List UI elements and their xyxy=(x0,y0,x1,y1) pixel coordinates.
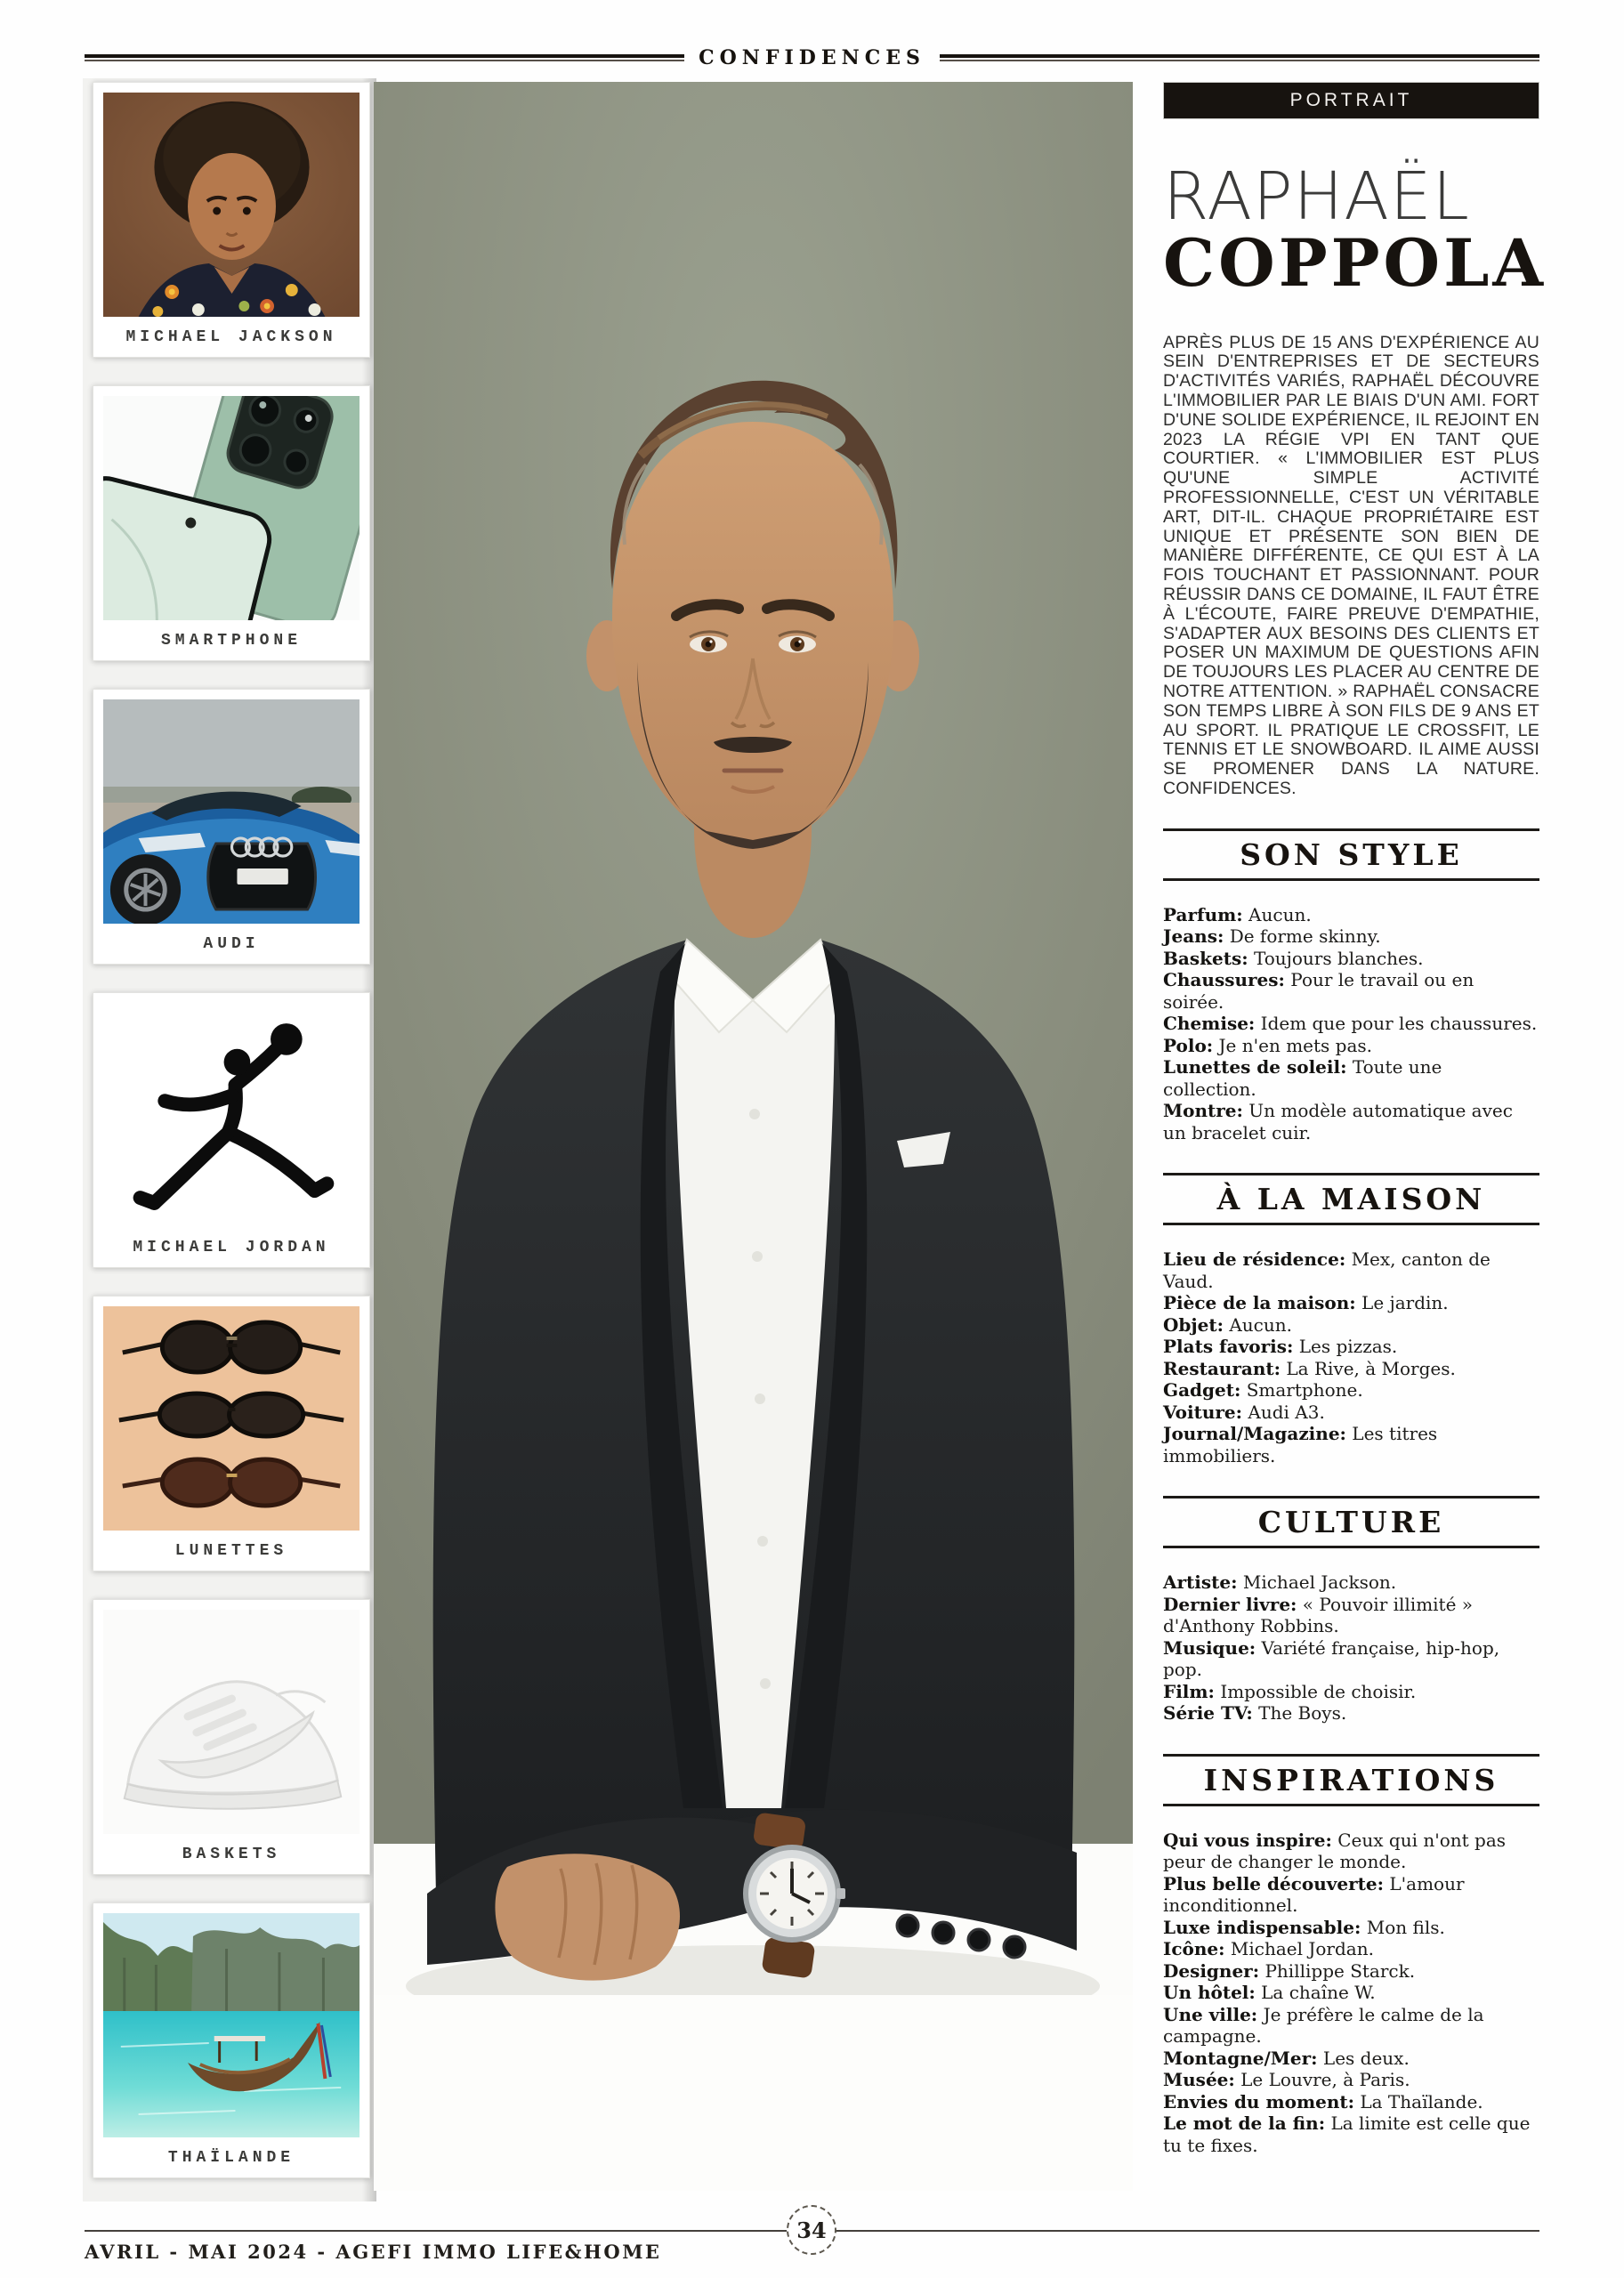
entry-label: Objet: xyxy=(1163,1313,1224,1336)
entry-value: Aucun. xyxy=(1229,1313,1293,1336)
entry-objet xyxy=(1163,1314,1539,1337)
entry-value: La Rive, à Morges. xyxy=(1286,1357,1456,1379)
entry-value: Idem que pour les chaussures. xyxy=(1260,1013,1538,1035)
entry-label: Envies du moment: xyxy=(1163,2090,1354,2112)
entry-le-mot-de-la-fin xyxy=(1163,2112,1539,2156)
polaroid-michael-jordan xyxy=(93,992,370,1268)
entry-value: Variété française, hip-hop, pop. xyxy=(1163,1636,1500,1681)
entry-icone xyxy=(1163,1938,1539,1960)
polaroid-caption: BASKETS xyxy=(182,1845,281,1863)
entry-luxe-indispensable xyxy=(1163,1917,1539,1939)
entry-value: Un modèle automatique avec un bracelet cuir. xyxy=(1163,1100,1513,1143)
audi-car-photo xyxy=(103,699,360,924)
entry-label: Musée: xyxy=(1163,2069,1235,2091)
entry-label: Baskets: xyxy=(1163,947,1248,969)
entry-film xyxy=(1163,1681,1539,1703)
entry-qui-vous-inspire xyxy=(1163,1830,1539,1873)
sidebar-polaroids xyxy=(93,82,370,2178)
entry-value: Michael Jordan. xyxy=(1230,1938,1374,1960)
entry-chaussures xyxy=(1163,969,1539,1013)
article-title-firstname: RAPHAËL xyxy=(1163,158,1470,235)
entry-label: Série TV: xyxy=(1163,1702,1253,1725)
polaroid-caption: AUDI xyxy=(203,934,260,953)
section-a-la-maison xyxy=(1163,1173,1539,1466)
masthead-rule-right xyxy=(940,54,1539,62)
entry-artiste xyxy=(1163,1571,1539,1594)
entry-value: Les titres immobiliers. xyxy=(1163,1423,1438,1466)
entry-label: Plus belle découverte: xyxy=(1163,1872,1384,1894)
entry-parfum xyxy=(1163,904,1539,926)
masthead-rule-left xyxy=(85,54,684,62)
polaroid-baskets xyxy=(93,1599,370,1875)
entry-musee xyxy=(1163,2069,1539,2091)
sunglasses-photo xyxy=(103,1306,360,1531)
entry-value: Pour le travail ou en soirée. xyxy=(1163,969,1475,1013)
entry-value: Michael Jackson. xyxy=(1242,1571,1397,1594)
section-title: INSPIRATIONS xyxy=(1163,1754,1539,1806)
entry-value: Smartphone. xyxy=(1246,1379,1363,1402)
article-intro: APRÈS PLUS DE 15 ANS D'EXPÉRIENCE AU SEIN D'ENTREPRISES ET DE SECTEURS D'ACTIVITÉS VARIÉS, RAPHAËL DÉCOUVRE L'IMMOBILIER PAR LE BIAIS D'UN AMI. FORT D'UNE SOLIDE EXPÉRIENCE, IL REJOINT EN 2023 LA RÉGIE VPI EN TANT QUE COURTIER. « L'IMMOBILIER EST PLUS QU'UNE SIMPLE ACTIVITÉ PROFESSIONNELLE, C'EST UN VÉRITABLE ART, DIT-IL. CHAQUE PROPRIÉTAIRE EST UNIQUE ET PRÉSENTE SON BIEN DE MANIÈRE DIFFÉRENTE, CE QUI EST À LA FOIS TOUCHANT ET PASSIONNANT. POUR RÉUSSIR DANS CE DOMAINE, IL FAUT ÊTRE À L'ÉCOUTE, FAIRE PREUVE D'EMPATHIE, S'ADAPTER AUX BESOINS DES CLIENTS ET POSER UN MAXIMUM DE QUESTIONS AFIN DE TOUJOURS LES PLACER AU CENTRE DE NOTRE ATTENTION. » RAPHAËL CONSACRE SON TEMPS LIBRE À SON FILS DE 9 ANS ET AU SPORT. IL PRATIQUE LE CROSSFIT, LE TENNIS ET LE SNOWBOARD. IL AIME AUSSI SE PROMENER DANS LA NATURE. CONFIDENCES. xyxy=(1163,332,1539,798)
entry-musique xyxy=(1163,1637,1539,1681)
thailand-beach-photo xyxy=(103,1913,360,2137)
entry-label: Icône: xyxy=(1163,1938,1225,1960)
entry-label: Parfum: xyxy=(1163,903,1243,925)
entry-value: Ceux qui n'ont pas peur de changer le monde. xyxy=(1163,1829,1507,1873)
section-entries xyxy=(1163,1571,1539,1725)
entry-value: Phillippe Starck. xyxy=(1264,1959,1416,1982)
entry-baskets xyxy=(1163,948,1539,970)
entry-value: La limite est celle que tu te fixes. xyxy=(1163,2112,1531,2156)
entry-value: Mon fils. xyxy=(1366,1916,1445,1938)
polaroid-caption: SMARTPHONE xyxy=(160,631,303,650)
entry-value: Les deux. xyxy=(1322,2047,1410,2069)
entry-restaurant xyxy=(1163,1358,1539,1380)
entry-label: Restaurant: xyxy=(1163,1357,1281,1379)
entry-label: Voiture: xyxy=(1163,1401,1243,1423)
polaroid-caption: MICHAEL JACKSON xyxy=(125,327,337,346)
entry-label: Luxe indispensable: xyxy=(1163,1916,1361,1938)
white-sneaker-photo xyxy=(103,1610,360,1834)
portrait-kicker-badge: PORTRAIT xyxy=(1163,82,1539,119)
entry-lieu-de-residence xyxy=(1163,1248,1539,1292)
entry-serie-tv xyxy=(1163,1702,1539,1725)
polaroid-lunettes xyxy=(93,1296,370,1571)
entry-label: Lunettes de soleil: xyxy=(1163,1056,1347,1078)
entry-designer xyxy=(1163,1960,1539,1983)
polaroid-thailande xyxy=(93,1902,370,2178)
entry-value: Je préfère le calme de la campagne. xyxy=(1163,2003,1484,2048)
entry-envies-du-moment xyxy=(1163,2091,1539,2113)
section-entries xyxy=(1163,1248,1539,1466)
entry-label: Designer: xyxy=(1163,1959,1260,1982)
entry-label: Montagne/Mer: xyxy=(1163,2047,1318,2069)
entry-polo xyxy=(1163,1035,1539,1057)
polaroid-audi xyxy=(93,689,370,965)
entry-montagne-mer xyxy=(1163,2048,1539,2070)
entry-label: Dernier livre: xyxy=(1163,1593,1297,1615)
masthead xyxy=(85,46,1539,69)
entry-un-hotel xyxy=(1163,1982,1539,2004)
entry-voiture xyxy=(1163,1402,1539,1424)
section-culture xyxy=(1163,1496,1539,1725)
entry-label: Polo: xyxy=(1163,1034,1214,1056)
article-title-lastname: COPPOLA xyxy=(1163,225,1547,302)
entry-label: Montre: xyxy=(1163,1100,1243,1122)
entry-label: Plats favoris: xyxy=(1163,1336,1294,1358)
entry-label: Pièce de la maison: xyxy=(1163,1292,1356,1314)
entry-label: Une ville: xyxy=(1163,2003,1258,2025)
entry-value: Toujours blanches. xyxy=(1253,947,1424,969)
section-son-style xyxy=(1163,828,1539,1144)
entry-piece-de-la-maison xyxy=(1163,1292,1539,1314)
section-title: CULTURE xyxy=(1163,1496,1539,1548)
entry-label: Journal/Magazine: xyxy=(1163,1423,1346,1445)
entry-value: La chaîne W. xyxy=(1261,1982,1376,2004)
entry-dernier-livre xyxy=(1163,1594,1539,1637)
jumpman-logo xyxy=(103,1003,360,1227)
polaroid-caption: THAÏLANDE xyxy=(167,2148,295,2167)
entry-label: Le mot de la fin: xyxy=(1163,2112,1326,2135)
polaroid-smartphone xyxy=(93,385,370,661)
section-entries xyxy=(1163,1830,1539,2157)
polaroid-caption: LUNETTES xyxy=(174,1541,288,1560)
entry-value: Le jardin. xyxy=(1361,1292,1449,1314)
entry-label: Chemise: xyxy=(1163,1013,1256,1035)
entry-jeans xyxy=(1163,925,1539,948)
entry-value: Aucun. xyxy=(1248,903,1312,925)
entry-montre xyxy=(1163,1100,1539,1143)
entry-value: Toute une collection. xyxy=(1163,1056,1442,1100)
page-number-badge xyxy=(787,2205,836,2255)
entry-une-ville xyxy=(1163,2004,1539,2048)
entry-value: « Pouvoir illimité » d'Anthony Robbins. xyxy=(1163,1593,1474,1637)
entry-value: De forme skinny. xyxy=(1229,925,1381,948)
article-column xyxy=(1163,82,1547,2156)
michael-jackson-photo xyxy=(103,93,360,317)
smartphone-photo xyxy=(103,396,360,620)
entry-label: Chaussures: xyxy=(1163,969,1285,991)
entry-label: Un hôtel: xyxy=(1163,1982,1256,2004)
entry-value: Le Louvre, à Paris. xyxy=(1240,2069,1410,2091)
polaroid-michael-jackson xyxy=(93,82,370,358)
entry-label: Jeans: xyxy=(1163,925,1224,948)
entry-value: Mex, canton de Vaud. xyxy=(1163,1248,1491,1292)
entry-value: Je n'en mets pas. xyxy=(1218,1034,1373,1056)
entry-value: The Boys. xyxy=(1258,1702,1347,1725)
entry-label: Musique: xyxy=(1163,1636,1256,1659)
entry-label: Artiste: xyxy=(1163,1571,1238,1594)
entry-value: Les pizzas. xyxy=(1298,1336,1398,1358)
entry-label: Film: xyxy=(1163,1680,1215,1702)
entry-chemise xyxy=(1163,1013,1539,1035)
entry-gadget xyxy=(1163,1379,1539,1402)
entry-journal-magazine xyxy=(1163,1423,1539,1466)
portrait-photo xyxy=(374,82,1133,2191)
entry-lunettes-de-soleil xyxy=(1163,1056,1539,1100)
masthead-title: CONFIDENCES xyxy=(699,46,925,69)
issue-line: AVRIL - MAI 2024 - AGEFI IMMO LIFE&HOME xyxy=(85,2241,662,2263)
entry-value: L'amour inconditionnel. xyxy=(1163,1872,1465,1917)
entry-value: Impossible de choisir. xyxy=(1220,1680,1417,1702)
section-title: À LA MAISON xyxy=(1163,1173,1539,1225)
polaroid-caption: MICHAEL JORDAN xyxy=(133,1238,330,1256)
entry-plats-favoris xyxy=(1163,1336,1539,1358)
section-inspirations xyxy=(1163,1754,1539,2157)
entry-label: Lieu de résidence: xyxy=(1163,1248,1346,1271)
section-entries xyxy=(1163,904,1539,1144)
section-title: SON STYLE xyxy=(1163,828,1539,881)
page-number: 34 xyxy=(796,2217,827,2243)
entry-plus-belle-decouverte xyxy=(1163,1873,1539,1917)
entry-value: La Thaïlande. xyxy=(1360,2090,1483,2112)
entry-label: Qui vous inspire: xyxy=(1163,1829,1332,1851)
entry-value: Audi A3. xyxy=(1248,1401,1325,1423)
entry-label: Gadget: xyxy=(1163,1379,1241,1402)
